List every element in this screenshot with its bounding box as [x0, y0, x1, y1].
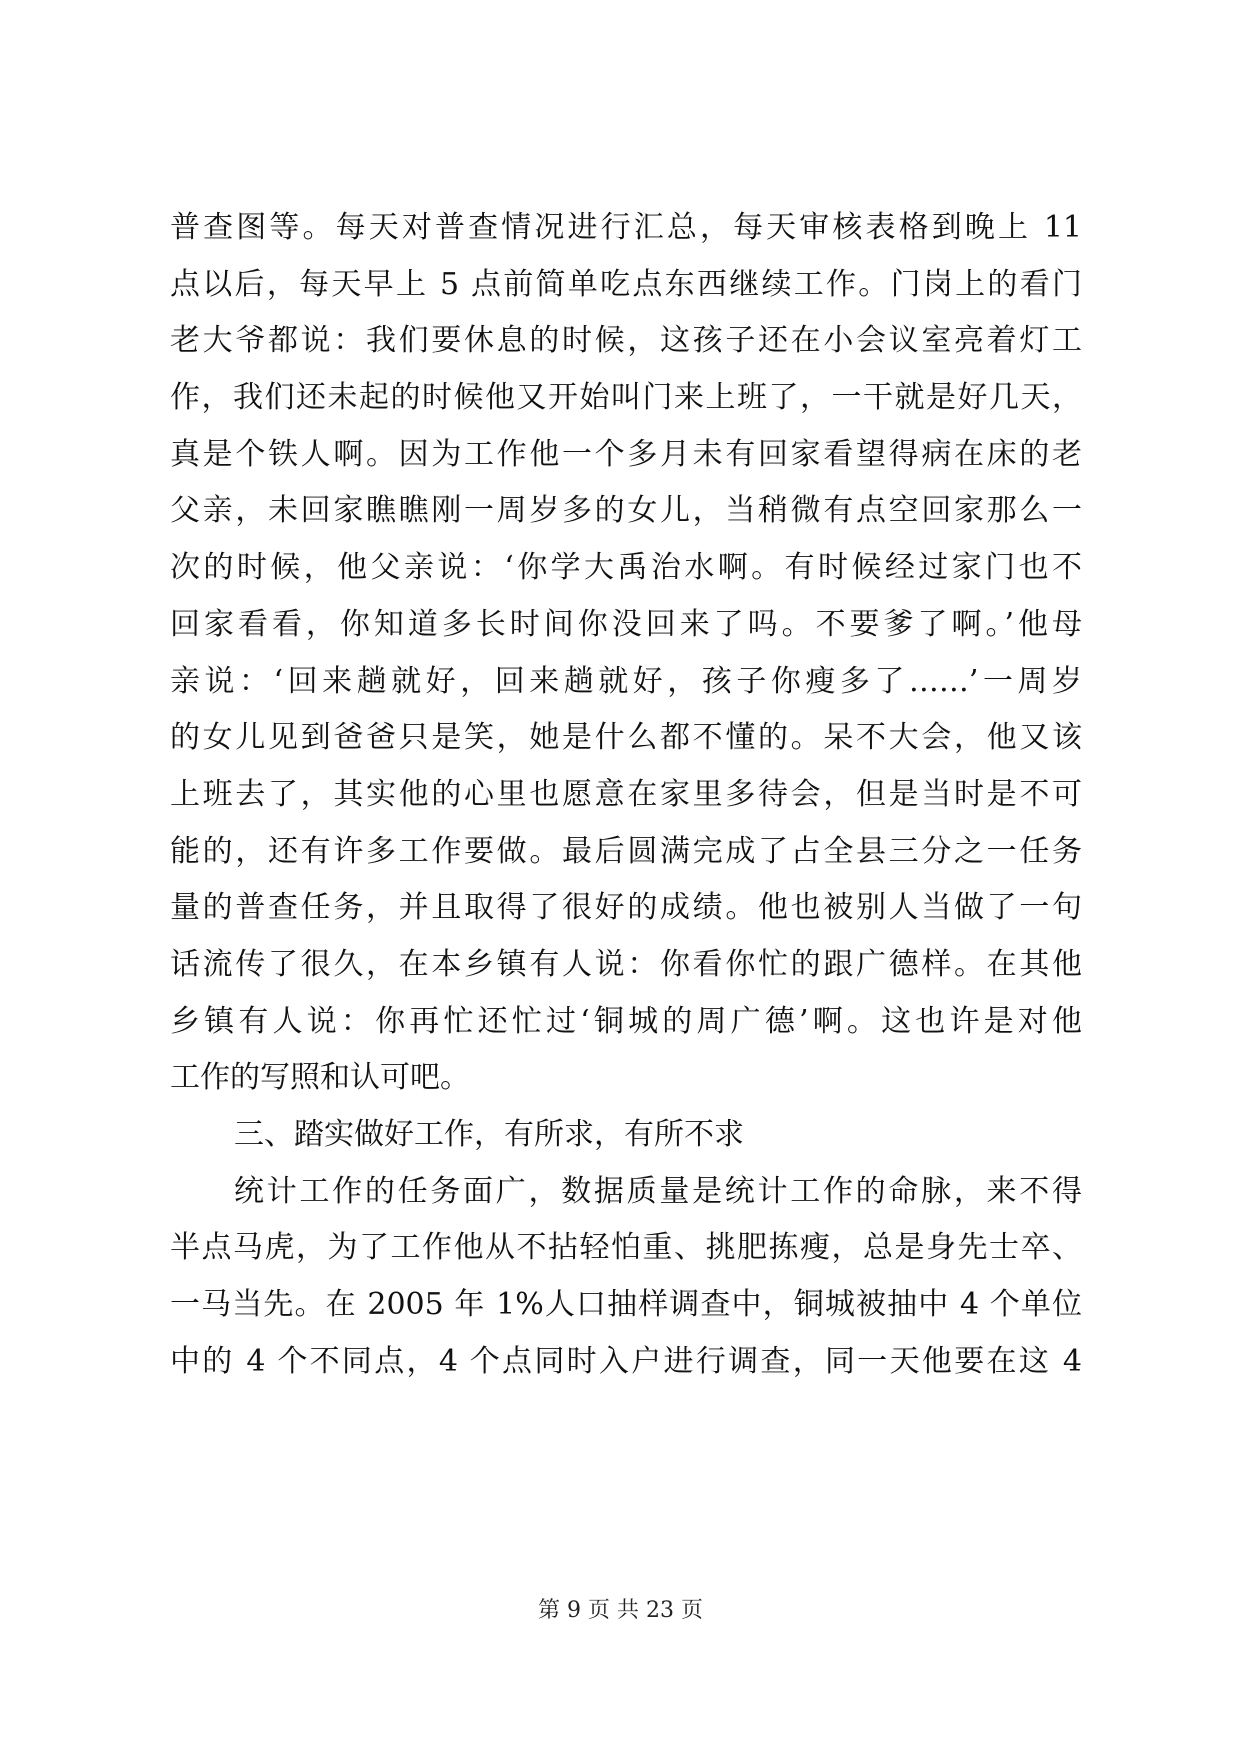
text-line: 乡镇有人说：你再忙还忙过‘铜城的周广德’啊。这也许是对他 — [170, 1003, 1082, 1039]
text-line: 亲说：‘回来趟就好，回来趟就好，孩子你瘦多了……’一周岁 — [170, 663, 1082, 699]
text-line: 上班去了，其实他的心里也愿意在家里多待会，但是当时是不可 — [170, 776, 1082, 812]
section-heading: 三、踏实做好工作，有所求，有所不求 — [234, 1117, 744, 1152]
page-number-footer: 第 9 页 共 23 页 — [538, 1598, 703, 1623]
document-body — [170, 200, 1082, 1390]
text-line: 一马当先。在 2005 年 1%人口抽样调查中，铜城被抽中 4 个单位 — [170, 1287, 1082, 1323]
text-line: 能的，还有许多工作要做。最后圆满完成了占全县三分之一任务 — [170, 833, 1082, 869]
text-line: 回家看看，你知道多长时间你没回来了吗。不要爹了啊。’他母 — [170, 606, 1082, 642]
text-line: 真是个铁人啊。因为工作他一个多月未有回家看望得病在床的老 — [170, 436, 1082, 472]
text-line: 统计工作的任务面广，数据质量是统计工作的命脉，来不得 — [234, 1173, 1082, 1209]
text-line: 次的时候，他父亲说：‘你学大禹治水啊。有时候经过家门也不 — [170, 550, 1082, 586]
text-line: 半点马虎，为了工作他从不拈轻怕重、挑肥拣瘦，总是身先士卒、 — [170, 1230, 1082, 1266]
text-line: 量的普查任务，并且取得了很好的成绩。他也被别人当做了一句 — [170, 890, 1082, 926]
text-line: 作，我们还未起的时候他又开始叫门来上班了，一干就是好几天， — [170, 380, 1082, 416]
text-line: 工作的写照和认可吧。 — [170, 1060, 470, 1096]
text-line: 点以后，每天早上 5 点前简单吃点东西继续工作。门岗上的看门 — [170, 266, 1082, 302]
text-line: 老大爷都说：我们要休息的时候，这孩子还在小会议室亮着灯工 — [170, 323, 1082, 359]
text-line: 父亲，未回家瞧瞧刚一周岁多的女儿，当稍微有点空回家那么一 — [170, 493, 1082, 529]
text-line: 普查图等。每天对普查情况进行汇总，每天审核表格到晚上 11 — [170, 210, 1082, 245]
text-line: 中的 4 个不同点，4 个点同时入户进行调查，同一天他要在这 4 — [170, 1343, 1082, 1379]
text-line: 的女儿见到爸爸只是笑，她是什么都不懂的。呆不大会，他又该 — [170, 720, 1082, 756]
text-line: 话流传了很久，在本乡镇有人说：你看你忙的跟广德样。在其他 — [170, 946, 1082, 982]
